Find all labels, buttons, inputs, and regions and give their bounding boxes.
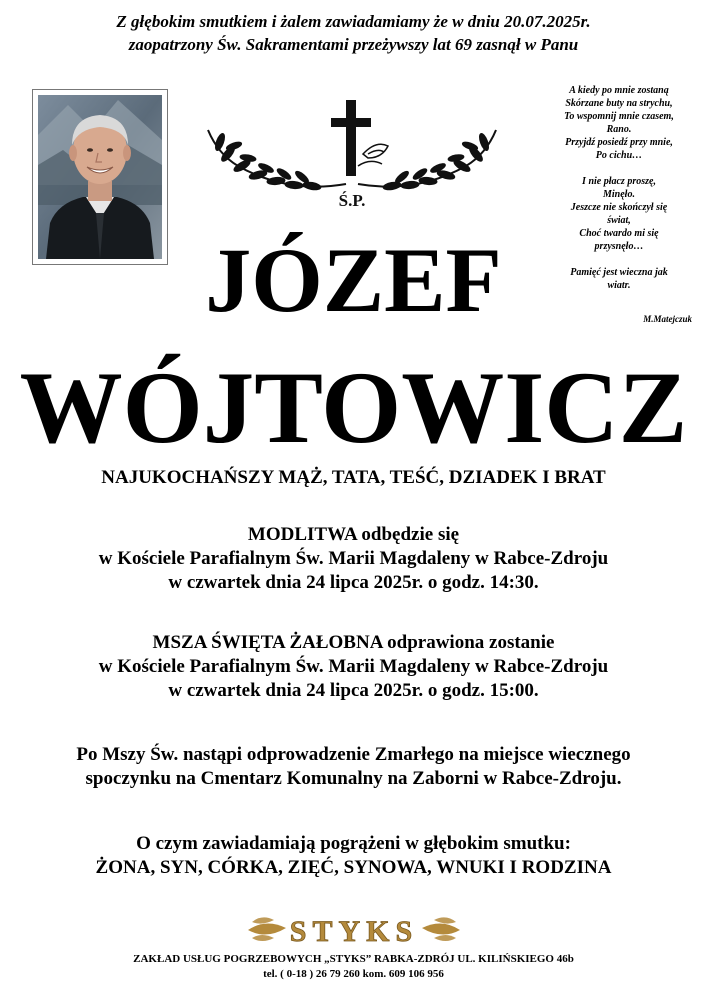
laurel-right-icon [358,130,496,191]
logo-leaf-left-icon [248,917,286,941]
deceased-last-name: WÓJTOWICZ [19,351,688,465]
family-line-1: O czym zawiadamiają pogrążeni w głębokim smutku: [136,833,571,854]
prayer-heading: MODLITWA [247,524,357,545]
poem-line: Skórzane buty na strychu, [565,98,673,109]
burial-line-1: Po Mszy Św. nastąpi odprowadzenie Zmarłego na miejsce wiecznego [76,744,631,765]
mass-heading-line [0,631,707,655]
poem-line: Po cichu… [595,150,643,161]
intro-line-1: Z głębokim smutkiem i żalem zawiadamiamy że w dniu 20.07.2025r. [116,12,591,31]
emblem-label: Ś.P. [338,191,366,210]
mass-heading: MSZA ŚWIĘTA ŻAŁOBNA [152,632,383,653]
cross-emblem [198,96,506,214]
footer-phone: tel. ( 0-18 ) 26 79 260 kom. 609 106 956 [263,968,444,980]
footer [0,952,707,982]
poem-line: Choć twardo mi się [579,228,659,239]
poem-stanza-1 [548,84,690,162]
family-relation-subtitle: NAJUKOCHAŃSZY MĄŻ, TATA, TEŚĆ, DZIADEK I BRAT [101,467,606,488]
logo-leaf-right-icon [422,917,460,941]
poem-line: Minęło. [603,189,635,200]
deceased-first-name: JÓZEF [205,229,502,331]
poem-line: A kiedy po mnie zostaną [569,85,669,96]
mass-announcement [0,631,707,703]
poem-line: Jeszcze nie skończył się [570,202,668,213]
poem-line: Pamięć jest wieczna jak [570,267,668,278]
poem-line: świat, [607,215,631,226]
mass-datetime: w czwartek dnia 24 lipca 2025r. o godz. 15:00. [168,680,539,701]
flower-icon [358,144,388,166]
prayer-heading-rest: odbędzie się [356,524,460,545]
prayer-heading-line [0,523,707,547]
cross-icon [331,100,371,176]
poem-line: wiatr. [607,280,631,291]
mass-location: w Kościele Parafialnym Św. Marii Magdaleny w Rabce-Zdroju [98,656,609,677]
family-line-2: ŻONA, SYN, CÓRKA, ZIĘĆ, SYNOWA, WNUKI I RODZINA [95,857,612,878]
prayer-announcement [0,523,707,595]
burial-announcement [0,743,707,791]
logo-text: STYKS [289,915,419,948]
poem-line: Rano. [606,124,632,135]
styks-logo [246,910,462,950]
poem-line: To wspomnij mnie czasem, [564,111,674,122]
mass-heading-rest: odprawiona zostanie [382,632,555,653]
burial-line-2: spoczynku na Cmentarz Komunalny na Zaborni w Rabce-Zdroju. [85,768,622,789]
laurel-left-icon [208,130,346,191]
poem-line: przysnęło… [594,241,644,252]
footer-company: ZAKŁAD USŁUG POGRZEBOWYCH „STYKS” RABKA-ZDRÓJ UL. KILIŃSKIEGO 46b [133,953,574,965]
prayer-location: w Kościele Parafialnym Św. Marii Magdaleny w Rabce-Zdroju [98,548,609,569]
poem-line: I nie płacz proszę, [582,176,656,187]
prayer-datetime: w czwartek dnia 24 lipca 2025r. o godz. 14:30. [168,572,539,593]
poem-line: Przyjdź posiedź przy mnie, [565,137,673,148]
intro-line-2: zaopatrzony Św. Sakramentami przeżywszy lat 69 zasnął w Panu [128,35,579,54]
intro-text [0,10,707,56]
family-signature [0,832,707,880]
poem-author: M.Matejczuk [643,314,692,324]
